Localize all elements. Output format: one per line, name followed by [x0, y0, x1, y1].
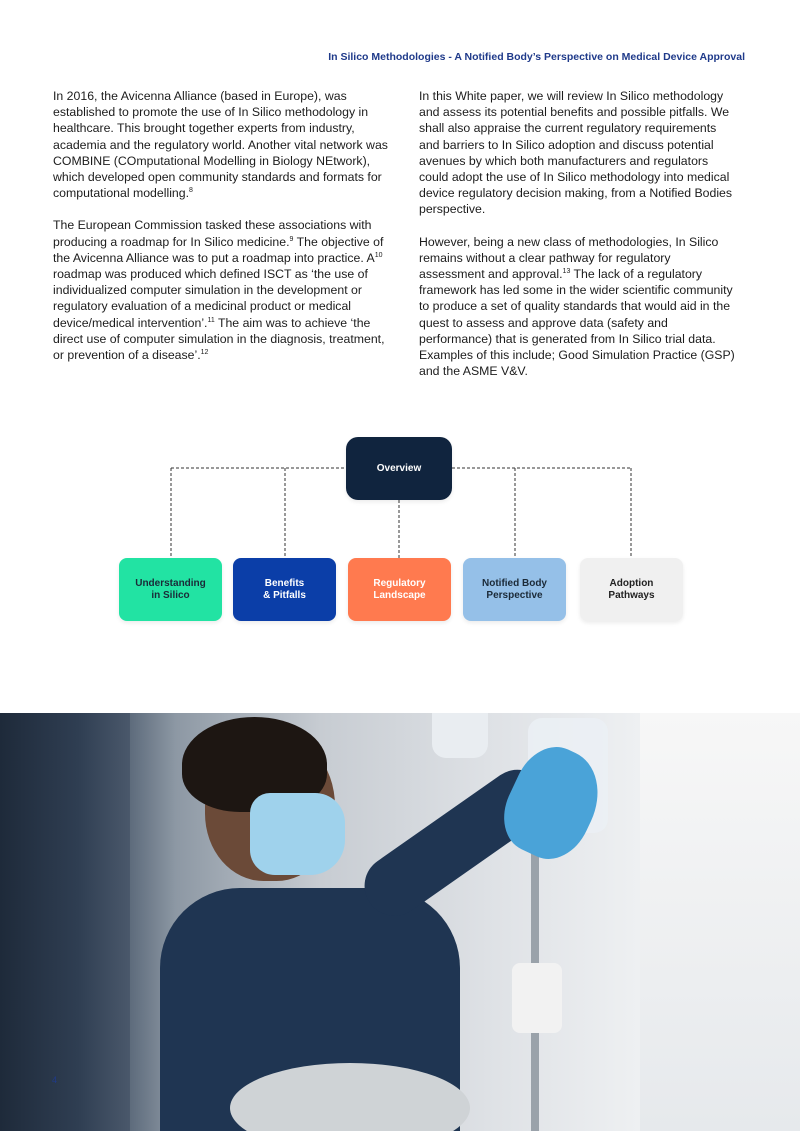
iv-pump: [512, 963, 562, 1033]
face-mask: [250, 793, 345, 875]
left-column: [53, 88, 388, 379]
footnote-ref[interactable]: 9: [289, 235, 294, 243]
node-benefits-pitfalls: Benefits & Pitfalls: [233, 558, 336, 621]
footnote-ref[interactable]: 10: [374, 251, 383, 259]
footnote-ref[interactable]: 13: [562, 267, 571, 275]
node-notified-body-perspective: Notified Body Perspective: [463, 558, 566, 621]
footnote-ref[interactable]: 11: [207, 316, 215, 324]
nurse-photo: [0, 713, 800, 1131]
right-column: [419, 88, 739, 395]
running-header: In Silico Methodologies - A Notified Body’s Perspective on Medical Device Approval: [328, 51, 745, 63]
left-paragraph-2: The European Commission tasked these associations with producing a roadmap for In Silico medicine.$^9$ The objective of the Avicenna Alliance was to put a roadmap into practice. $A^{10}$ roadmap was produced which defined ISCT as ‘the use of individualized computer simulation in the development or regulatory evaluation of a medicinal product or medical device/medical intervention’.$^{11}$ The aim was to achieve ‘the direct use of computer simulation in the diagnosis, treatment, or prevention of a disease’.$^{12}$: [53, 218, 385, 363]
footnote-ref[interactable]: 8: [189, 187, 193, 195]
right-paragraph-2: However, being a new class of methodologies, In Silico remains without a clear pathway for regulatory assessment and approval.$^{13}$ The lack of a regulatory framework has led some in the wider scientific community to produce a set of quality standards that would aid in the quest to assess and approve data (safety and performance) that is generated from In Silico trial data. Examples of this include; Good Simulation Practice (GSP) and the ASME V&V.: [419, 234, 735, 379]
footnote-ref[interactable]: 12: [200, 348, 209, 356]
background-curtain: [0, 713, 130, 1131]
node-adoption-pathways: Adoption Pathways: [580, 558, 683, 621]
iv-bottle: [432, 713, 488, 758]
background-window: [640, 713, 800, 1131]
overview-diagram: [0, 430, 800, 630]
overview-node: Overview: [346, 437, 452, 500]
page-number: 4: [52, 1075, 58, 1085]
node-regulatory-landscape: Regulatory Landscape: [348, 558, 451, 621]
left-paragraph-1: In 2016, the Avicenna Alliance (based in Europe), was established to promote the use of In Silico methodology in healthcare. This brought together experts from industry, academia and the regulatory world. Another vital network was COMBINE (COmputational Modelling in Biology NEtwork), which developed open community standards and formats for computational modelling.$^8$: [53, 89, 388, 201]
right-paragraph-1: In this White paper, we will review In Silico methodology and assess its potential benefits and possible pitfalls. We shall also appraise the current regulatory requirements and barriers to In Silico adoption and discuss potential avenues by which both manufacturers and regulators could adopt the use of In Silico methodology into medical device regulatory decision making, from a Notified Bodies perspective.: [419, 89, 733, 217]
node-understanding-in-silico: Understanding in Silico: [119, 558, 222, 621]
